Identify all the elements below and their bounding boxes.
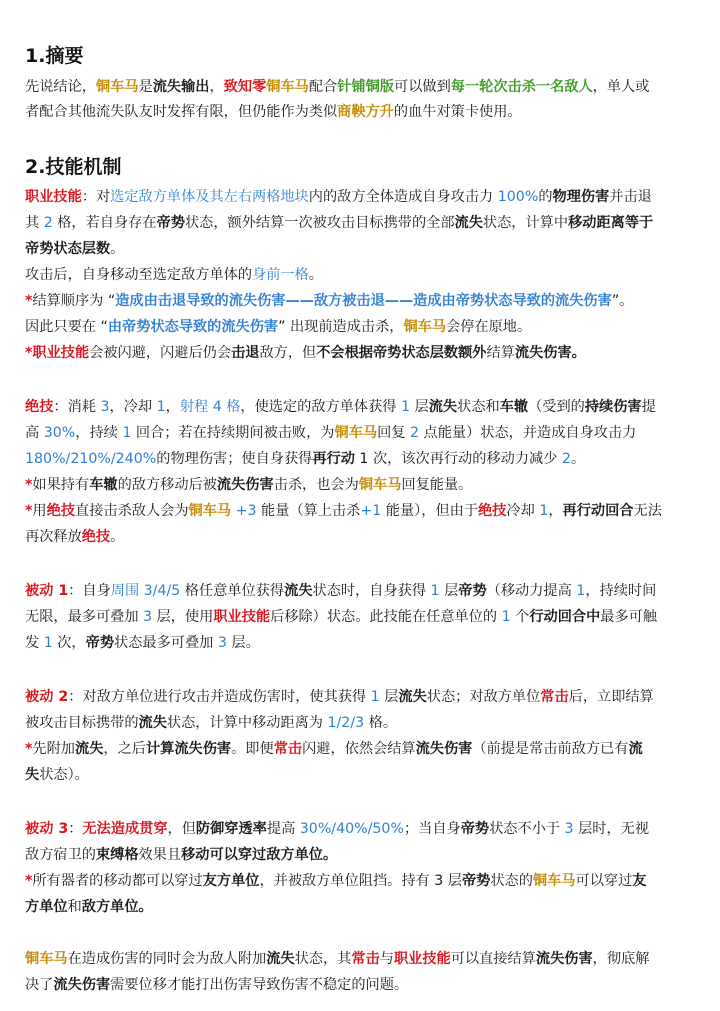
text-run: ：对敌方单位进行攻击并造成伤害时，使其获得	[68, 689, 371, 705]
text-run: 的物理伤害；使自身获得	[156, 451, 313, 467]
text-run: 流失	[428, 399, 458, 415]
text-run: 射程 4 格	[179, 399, 241, 415]
text-run: 1	[539, 503, 549, 519]
text-run: 帝势	[460, 821, 490, 837]
text-run: 30%	[43, 425, 76, 441]
text-run: 敌方单位。	[81, 899, 153, 915]
text-run: 1 次，该次再行动的移动力减少	[354, 451, 562, 467]
text-run: +1	[360, 503, 382, 519]
text-run: 车辙	[499, 399, 529, 415]
text-run: ，之后	[103, 741, 146, 757]
text-run: 1	[43, 635, 53, 651]
text-run: 状态时，自身获得	[312, 583, 431, 599]
text-line	[25, 422, 636, 444]
text-line	[25, 448, 585, 470]
text-run: 需要位移才能打出伤害导致伤害不稳定的问题。	[110, 977, 409, 993]
text-run: ，冷却	[109, 399, 157, 415]
text-line	[25, 896, 153, 918]
text-run: ，使选定的敌方单体获得	[240, 399, 401, 415]
text-line	[25, 474, 472, 496]
text-run: 后移除）状态。此技能在任意单位的	[270, 609, 502, 625]
text-run: 绝技	[81, 529, 111, 545]
text-run: 铜车马	[334, 425, 378, 441]
text-run: 状态，其	[294, 951, 352, 967]
text-run: 直接击杀敌人会为	[75, 503, 189, 519]
text-run: 2	[561, 451, 571, 467]
text-run: 冷却	[506, 503, 540, 519]
text-run: 友	[632, 873, 647, 889]
text-run: 失	[25, 767, 40, 783]
text-run: 1/2/3	[327, 715, 365, 731]
text-run: ，	[209, 79, 224, 95]
text-run: ” 出现前造成击杀，	[278, 319, 404, 335]
text-run: 会被闪避，闪避后仍会	[89, 345, 232, 361]
text-run: 击退	[231, 345, 260, 361]
text-run: 绝技	[478, 503, 507, 519]
text-run: ，持续时间	[585, 583, 657, 599]
text-run: 职业技能	[213, 609, 271, 625]
text-run: *	[25, 503, 33, 519]
text-run: 闪避，依然会结算	[302, 741, 416, 757]
text-run: *	[25, 873, 33, 889]
text-run: 铜车马	[532, 873, 576, 889]
text-run: 职业技能	[25, 189, 82, 205]
text-run: 格任意单位获得	[180, 583, 285, 599]
text-run: 状态和	[457, 399, 500, 415]
text-run: 无法	[633, 503, 662, 519]
text-run: *	[25, 477, 33, 493]
text-run: 用	[32, 503, 47, 519]
text-run: 决了	[25, 977, 54, 993]
text-run: （前提是常击前敌方已有	[472, 741, 629, 757]
text-run: 2	[409, 425, 419, 441]
text-run: 不会根据帝势状态层数额外	[316, 345, 487, 361]
text-run: 由帝势状态导致的流失伤害	[107, 319, 279, 335]
text-run: 流	[628, 741, 643, 757]
text-run: 先说结论，	[25, 79, 96, 95]
text-run: 身前一格	[252, 267, 309, 283]
text-run: 层	[379, 689, 399, 705]
text-run: 攻击后，自身移动至选定敌方单体的	[25, 267, 253, 283]
text-run: 提高	[266, 821, 300, 837]
text-run: 层	[439, 583, 459, 599]
text-run: ：对	[81, 189, 111, 205]
text-line	[25, 212, 653, 234]
text-run: 每一轮次击杀一名敌人	[450, 79, 593, 95]
text-run: 流失	[138, 715, 167, 731]
text-run: 次，	[52, 635, 86, 651]
text-run: 的	[538, 189, 553, 205]
text-line	[25, 764, 89, 786]
text-line	[25, 948, 649, 970]
text-run: 格，若自身存在	[52, 215, 157, 231]
text-run: 再行动	[312, 451, 355, 467]
text-run: 与	[379, 951, 394, 967]
text-run: 。	[110, 241, 125, 257]
text-run: 状态最多可叠加	[114, 635, 218, 651]
text-run: 再次释放	[25, 529, 82, 545]
text-run: （受到的	[528, 399, 585, 415]
text-run: 1	[401, 399, 411, 415]
text-run: 流失伤害	[53, 977, 111, 993]
text-run: 层	[410, 399, 429, 415]
text-line	[25, 580, 656, 602]
text-run: 状态）。	[39, 767, 89, 783]
text-run: 流失伤害	[535, 951, 593, 967]
text-run: 流失	[454, 215, 483, 231]
text-run: 状态，额外结算一次被攻击目标携带的全部	[184, 215, 455, 231]
text-run: 1	[501, 609, 511, 625]
text-run: 铜车马	[25, 951, 68, 967]
text-run: ，持续	[75, 425, 123, 441]
text-run: 先附加	[32, 741, 75, 757]
text-run: 可以直接结算	[450, 951, 536, 967]
text-run: 常击	[273, 741, 303, 757]
text-run: 回复能量。	[401, 477, 473, 493]
text-run: ，	[165, 399, 180, 415]
text-run: 所有器者的移动都可以穿过	[32, 873, 203, 889]
text-run: 提	[641, 399, 656, 415]
text-run: 最多可触	[600, 609, 658, 625]
text-run: 发	[25, 635, 44, 651]
text-run: 回合；若在持续期间被击败，为	[131, 425, 335, 441]
text-run: 的敌方移动后被	[117, 477, 217, 493]
text-line	[25, 974, 408, 996]
text-run: 内的敌方全体造成自身攻击力	[308, 189, 498, 205]
text-run: 并击退	[609, 189, 652, 205]
text-run: 层时，无视	[573, 821, 650, 837]
text-line	[25, 738, 643, 760]
text-run: 1	[576, 583, 586, 599]
text-run: 个	[510, 609, 530, 625]
text-line	[25, 76, 649, 98]
text-run: 常击	[351, 951, 380, 967]
text-run: 的血牛对策卡使用。	[393, 104, 522, 120]
text-run: 因此只要在 “	[25, 319, 108, 335]
text-run: 帝势	[156, 215, 185, 231]
text-run: ：消耗	[53, 399, 101, 415]
text-run: 180%/210%/240%	[25, 451, 157, 467]
text-line	[25, 686, 654, 708]
text-run: ，但	[167, 821, 196, 837]
text-run: 绝技	[46, 503, 76, 519]
text-run: 效果且	[138, 847, 182, 863]
text-line	[25, 870, 646, 892]
text-run: 者配合其他流失队友时发挥有限，但仍能作为类似	[25, 104, 338, 120]
text-run: 被动 1	[25, 583, 69, 599]
text-line	[25, 712, 397, 734]
text-run: 能量），但由于	[381, 503, 479, 519]
text-run: 100%	[497, 189, 539, 205]
text-run: 回复	[377, 425, 410, 441]
text-run: 流失伤害	[216, 477, 274, 493]
text-run: 铜车马	[95, 79, 139, 95]
text-run: 状态，计算中	[482, 215, 569, 231]
text-run: 是	[138, 79, 153, 95]
text-run: 结算顺序为 “	[32, 293, 116, 309]
text-run: 持续伤害	[584, 399, 642, 415]
text-run: 点能量）状态，并造成自身攻击力	[419, 425, 637, 441]
text-run: 格。	[364, 715, 398, 731]
text-run: 30%/40%/50%	[299, 821, 404, 837]
text-run: 行动回合中	[529, 609, 601, 625]
text-run: +3	[231, 503, 257, 519]
text-run: 计算流失伤害	[145, 741, 232, 757]
text-run: 敌方宿卫的	[25, 847, 96, 863]
text-run: 帝势	[458, 583, 487, 599]
text-run: 击杀，也会为	[273, 477, 359, 493]
text-run: ，	[548, 503, 563, 519]
text-run: 造成由击退导致的流失伤害——敌方被击退——造成由帝势状态导致的流失伤害	[115, 293, 612, 309]
text-run: 3	[217, 635, 227, 651]
text-run: 流失	[284, 583, 313, 599]
text-run: 可以穿过	[575, 873, 633, 889]
text-line	[25, 500, 662, 522]
text-run: 会停在原地。	[446, 319, 532, 335]
text-run: 1	[430, 583, 440, 599]
text-run: 1	[122, 425, 132, 441]
text-run: 状态不小于	[489, 821, 565, 837]
text-run: 流失伤害。	[514, 345, 586, 361]
text-run: 选定敌方单体及其左右两格地块	[110, 189, 309, 205]
text-run: 流失	[266, 951, 295, 967]
text-run: 和	[67, 899, 82, 915]
text-run: 1	[370, 689, 380, 705]
text-run: 在造成伤害的同时会为敌人附加	[67, 951, 267, 967]
text-run: 帝势	[85, 635, 115, 651]
text-run: ：	[68, 821, 83, 837]
text-line	[25, 396, 656, 418]
text-run: 流失	[398, 689, 427, 705]
text-run: 。	[308, 267, 323, 283]
text-run: 可以做到	[394, 79, 451, 95]
text-run: 被攻击目标携带的	[25, 715, 139, 731]
text-run: 。	[110, 529, 125, 545]
text-run: 如果持有	[32, 477, 90, 493]
text-run: 层，使用	[152, 609, 214, 625]
text-line	[25, 844, 337, 866]
text-run: 职业技能	[393, 951, 451, 967]
text-run: 后，立即结算	[568, 689, 654, 705]
text-run: ，单人或	[592, 79, 650, 95]
text-run: 无法造成贯穿	[82, 821, 168, 837]
text-run: 状态的	[490, 873, 533, 889]
text-run: ，并被敌方单位阻挡。持有 3 层	[259, 873, 462, 889]
text-run: ，彻底解	[592, 951, 650, 967]
text-run: 帝势状态层数	[25, 241, 111, 257]
section-title-summary: 1.摘要	[25, 45, 84, 67]
text-run: 针铺铜版	[337, 79, 395, 95]
text-run: 友方单位	[202, 873, 260, 889]
section-title-skills: 2.技能机制	[25, 156, 122, 178]
text-run: ”。	[611, 293, 634, 309]
text-line	[25, 101, 522, 123]
text-run: 周围 3/4/5	[110, 583, 181, 599]
text-run: 被动 3	[25, 821, 69, 837]
text-run: 被动 2	[25, 689, 69, 705]
text-run: 铜车马	[188, 503, 232, 519]
text-run: 结算	[486, 345, 515, 361]
text-run: 流失伤害	[415, 741, 473, 757]
text-run: 致知零	[223, 79, 267, 95]
text-run: 铜车马	[358, 477, 402, 493]
text-run: 车辙	[89, 477, 118, 493]
text-run: 流失	[75, 741, 104, 757]
text-run: 铜车马	[266, 79, 309, 95]
text-run: 常击	[540, 689, 569, 705]
text-run: 商鞅方升	[337, 104, 394, 120]
text-run: *职业技能	[25, 345, 90, 361]
text-run: 物理伤害	[552, 189, 610, 205]
text-run: 1	[156, 399, 166, 415]
text-run: 。即便	[231, 741, 274, 757]
text-run: 移动可以穿过敌方单位。	[181, 847, 338, 863]
text-run: 状态，计算中移动距离为	[166, 715, 328, 731]
text-run: 状态；对敌方单位	[426, 689, 541, 705]
text-line	[25, 818, 649, 840]
text-run: 束缚格	[95, 847, 139, 863]
text-run: 无限，最多可叠加	[25, 609, 144, 625]
text-line	[25, 342, 586, 364]
text-run: 其	[25, 215, 44, 231]
text-run: ；当自身	[403, 821, 461, 837]
text-run: 。	[570, 451, 586, 467]
text-run: 能量（算上击杀	[256, 503, 361, 519]
text-run: 层。	[226, 635, 260, 651]
text-line	[25, 186, 652, 208]
text-line	[25, 264, 323, 286]
text-run: 移动距离等于	[568, 215, 654, 231]
text-run: （移动力提高	[486, 583, 577, 599]
text-run: 方单位	[25, 899, 68, 915]
text-run: 3	[143, 609, 153, 625]
text-run: *	[25, 741, 33, 757]
text-line	[25, 632, 260, 654]
text-run: 敌方，但	[259, 345, 317, 361]
text-run: 3	[100, 399, 110, 415]
text-run: 铜车马	[403, 319, 447, 335]
text-line	[25, 290, 633, 312]
text-run: *	[25, 293, 33, 309]
text-line	[25, 526, 124, 548]
text-run: 2	[43, 215, 53, 231]
text-run: 3	[564, 821, 574, 837]
text-run: 流失输出	[152, 79, 210, 95]
text-run: 防御穿透率	[195, 821, 267, 837]
text-run: 配合	[308, 79, 338, 95]
text-line	[25, 316, 531, 338]
text-line	[25, 238, 124, 260]
text-line	[25, 606, 657, 628]
text-run: 高	[25, 425, 44, 441]
text-run: 帝势	[461, 873, 491, 889]
text-run: 再行动回合	[562, 503, 634, 519]
text-run: ：自身	[68, 583, 111, 599]
text-run: 绝技	[25, 399, 54, 415]
